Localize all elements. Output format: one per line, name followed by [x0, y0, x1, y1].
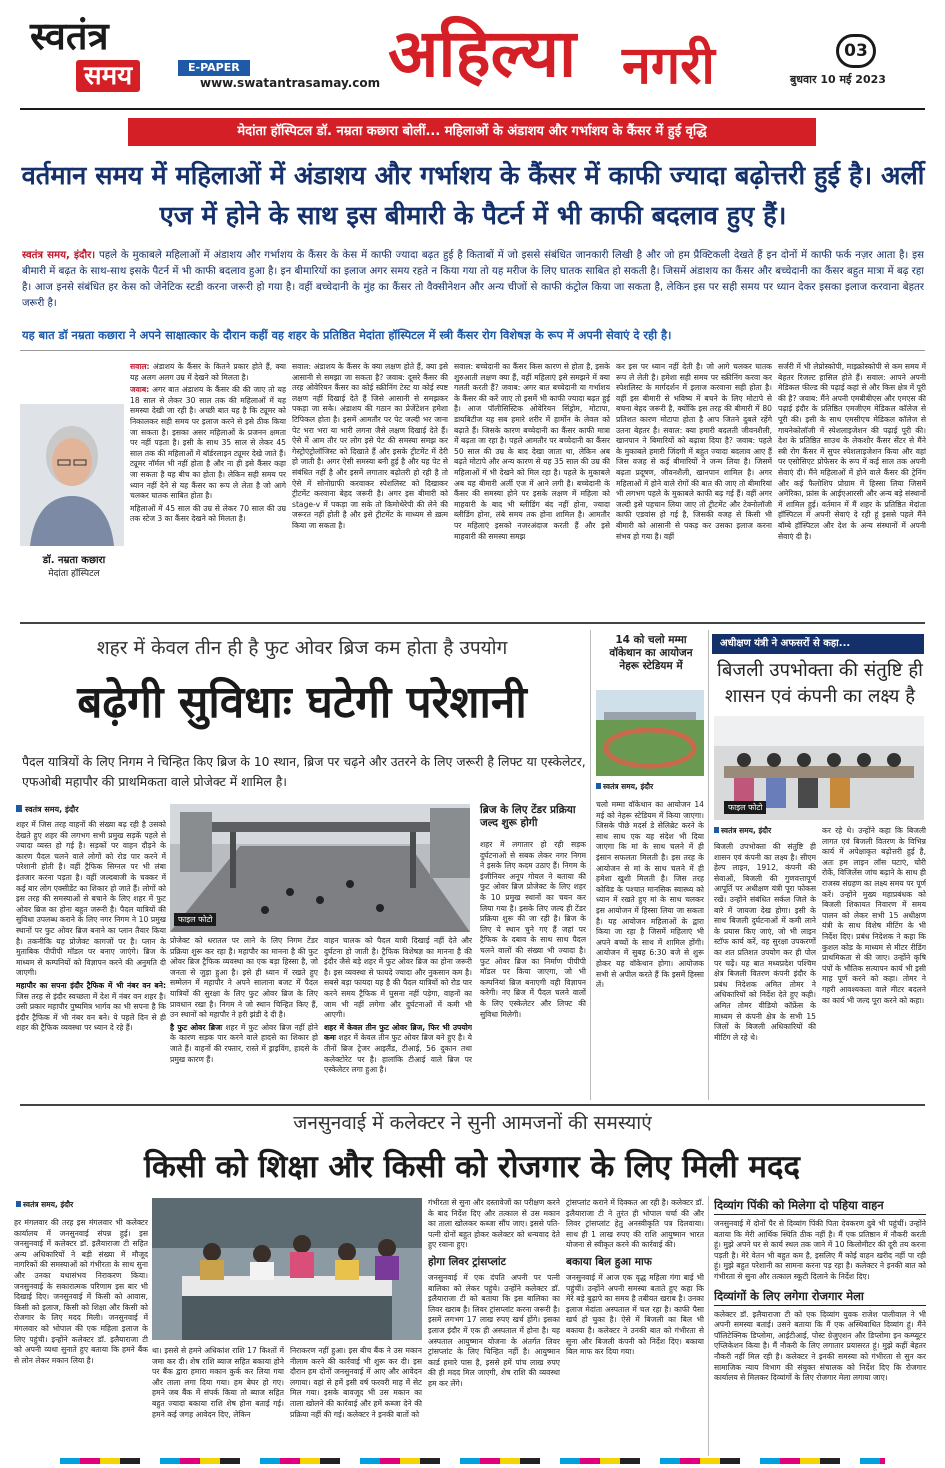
byline-marker-icon — [16, 1201, 21, 1207]
bridge-column-1 — [16, 820, 166, 1100]
hearing-box-title: होगा लिवर ट्रांसप्लांट — [428, 1255, 506, 1268]
doctor-caption-name: डॉ. नम्रता कछारा — [42, 555, 106, 566]
lead-column-3: सवाल: बच्चेदानी का कैंसर किस कारण से होता है, इसके शुरुआती लक्षण क्या हैं, वहीं महिलाएं इसे समझने में क्या गलती करती हैं? जवाब: अगर बात बच्चेदानी या गर्भाशय के कैंसर की करें जाए तो इसमें भी काफी ज्यादा बढ़त हुई है। आज पॉलीसिस्टिक ओवेरियन सिंड्रोम, मोटापा, डायबिटीज यह सब हमारे शरीर में हार्मोन के लेवल को बढ़ाते हैं। जिसके कारण बच्चेदानी का कैंसर काफी मात्रा में बढ़ता जा रहा है। पहले आमतौर पर बच्चेदानी का कैंसर 50 साल की उम्र के बाद देखा जाता था, लेकिन अब बढ़ते मोटापे और अन्य कारण से यह 35 साल की उम्र की महिलाओं में भी देखने को मिल रहा है। पहले के मुकाबले अब यह बीमारी अर्ली एज में आने लगी है। बच्चेदानी के कैंसर की समस्या होने पर इसके लक्षण में महिला को माहवारी के बाद भी ब्लीडिंग बंद नहीं होना, ज्यादा ब्लीडिंग होना, लंबे समय तक होना शामिल है। आमतौर पर महिलाएं इसको नजरअंदाज करती हैं और इसे माहवारी की समस्या समझ — [454, 362, 610, 541]
walkathon-body: चलो मम्मा वॉकेथान का आयोजन 14 मई को नेहरू स्टेडियम में किया जाएगा। जिसके पीछे मदर्स डे सेलिब्रेट करने के साथ साथ एक यह संदेश भी दिया जाएगा कि मां के साथ चलने में ही इंसान सफलता मिलती है। इस तरह के आयोजन से मां के साथ चलने में ही हमेशा खुशी मिलती है। जिस तरह कोविड के पश्चात मानसिक स्वास्थ्य को ध्यान में रखते हुए मां के साथ चलकर इस आयोजन में हिस्सा लिया जा सकता है। यह आयोजन महिलाओं के द्वारा किया जा रहा है जिसमें महिलाएं भी अपने बच्चों के साथ में शामिल होंगी। आयोजन में सुबह 6:30 बजे से शुरू होकर यह वॉकेथान होगा। आयोजक सभी से अपील करते हैं कि इसमें हिस्सा लें। — [596, 800, 704, 990]
hearing-headline: किसी को शिक्षा और किसी को रोजगार के लिए मिली मदद — [144, 1149, 800, 1185]
hearing-photo — [152, 1198, 422, 1340]
registration-strip — [60, 1458, 885, 1464]
page-title-main: अहिल्या — [388, 15, 577, 92]
hearing-top-rule — [20, 1104, 925, 1106]
bridge-sub1: महापौर का सपना इंदौर ट्रैफिक में भी नंबर वन बने: — [16, 980, 166, 990]
lead-bottom-rule — [20, 622, 925, 624]
electricity-photo-label: फाइल फोटो — [724, 801, 766, 814]
bridge-headline: बढ़ेगी सुविधाः घटेगी परेशानी — [77, 677, 527, 728]
logo-bottom-badge: समय — [76, 60, 140, 92]
hearing-col4b: जनसुनवाई में एक दंपति अपनी पर पत्नी बालिका को लेकर पहुंचे। उन्होंने कलेक्टर डॉ. इलैयाराजा टी को बताया कि इस बालिका का लिवर खराब है। लिवर ट्रांसप्लांट करना जरूरी है। इसमें लगभग 17 लाख रुपए खर्च होंगे। इसका इलाज इंदौर में एक ही अस्पताल में होना है। यह अस्पताल आयुष्मान योजना के अंतर्गत लिवर ट्रांसप्लांट के लिए चिन्हित नहीं है। आयुष्मान कार्ड हमारे पास है, इससे हमें पांच लाख रुपए की ही मदद मिल जाएगी, शेष राशि की व्यवस्था हम कर लेंगे। — [428, 1272, 560, 1388]
lead-intro — [22, 248, 924, 314]
electricity-byline-text: स्वतंत्र समय, इंदौर — [721, 826, 772, 835]
hearing-col4-text: गंभीरता से सुना और दस्तावेजों का परीक्षण करने के बाद निर्देश दिए और तत्काल से उस मकान का ताला खोलकर कब्जा सौंप जाए। इससे पति-पत्नी दोनों बहुत होकर कलेक्टर को धन्यवाद देते हुए रवाना हुए। — [428, 1198, 560, 1250]
lead-dateline: स्वतंत्र समय, इंदौर। — [22, 250, 96, 261]
hearing-col5-text: ट्रांसप्लांट कराने में दिक्कत आ रही है। कलेक्टर डॉ. इलैयाराजा टी ने तुरंत ही भोपाल चर्चा की और लिवर ट्रांसप्लांट हेतु अनस्वीकृति पत्र दिलवाया। साथ ही 1 लाख रुपए की राशि आयुष्मान भारत योजना से स्वीकृत करने की कार्रवाई की। — [566, 1198, 704, 1250]
walkathon-byline-text: स्वतंत्र समय, इंदौर — [603, 782, 654, 791]
page-title-suffix: नगरी — [622, 36, 715, 96]
bridge-byline — [16, 804, 79, 815]
lead-kicker: मेदांता हॉस्पिटल डॉ. नम्रता कछारा बोलीं... महिलाओं के अंडाशय और गर्भाशय के कैंसर में हुई वृद्धि — [237, 124, 707, 139]
bridge-column-4: शहर में लगातार हो रही सड़क दुर्घटनाओं से सबक लेकर नगर निगम ने इसके लिए कदम उठाए हैं। निगम के इंजीनियर अनूप गोयल ने बताया की फुट ओवर ब्रिज प्रोजेक्ट के लिए शहर के 10 प्रमुख स्थानों का चयन कर लिया गया है। इसके लिए जल्द ही टेंडर प्रक्रिया शुरू की जा रही है। ब्रिज के लिए ये स्थान चुने गए हैं जहां पर ट्रैफिक के दबाव के साथ साथ पैदल चलने वालों की संख्या भी ज्यादा है। फुट ओवर ब्रिज का निर्माण पीपीपी मॉडल पर किया जाएगा, जो भी कम्पनियां ब्रिज बनाएगी वही विज्ञापन करेगी। नए ब्रिज में पैदल चलने वालों के लिए एस्केलेटर और लिफ्ट की सुविधा मिलेगी। — [480, 840, 586, 1019]
walkathon-title: 14 को चलो मम्मा वॉकेथान का आयोजन नेहरू स्टेडियम में — [609, 634, 693, 672]
hearing-right2-title: दिव्यांगों के लिए लगेगा रोजगार मेला — [714, 1287, 926, 1306]
masthead-divider — [20, 108, 925, 110]
bridge-col1-text: शहर में जिस तरह वाहनों की संख्या बढ़ रही है उसको देखते हुए शहर की लगभग सभी प्रमुख सड़कें पहले से ज्यादा व्यस्त हो गई है। सड़कों पर वाहन दौड़ने के कारण पैदल चलने वाले लोगों को रोड पार करने में परेशानी होती है। वहीं ट्रैफिक सिग्नल पर भी लंबा इंतजार करना पड़ता है। वहीं जल्दबाजी के चक्कर में कई बार लोग एक्सीडेंट का शिकार हो जाते हैं। लोगों को इस तरह की समस्याओं से बचाने के लिए शहर में फुट ओवर ब्रिज का होना बहुत जरूरी है। पैदल यात्रियों की सुविधा उपलब्ध कराने के लिए नगर निगम ने 10 प्रमुख स्थानों पर फुट ओवर ब्रिज बनाने का प्लान तैयार किया है। तकनीकि यह प्रोजेक्ट कागजों पर है। प्लान के मुताबिक पीपीपी मॉडल पर बनाए जाएंगे। ब्रिज के माध्यम से कम्पनियों को विज्ञापन करने की अनुमति दी जाएगी। — [16, 820, 166, 978]
lead-column-2: सवाल: अंडाशय के कैंसर के क्या लक्षण होते हैं, क्या इसे आसानी से समझा जा सकता है? जवाब: दूसरे कैंसर की तरह ओवेरियन कैंसर का कोई स्क्रीनिंग टेस्ट या कोई स्पष्ट लक्षण नहीं दिखाई देते हैं जिसे आसानी से समझकर पकड़ा जा सके। अंडाशय की गठान का प्रेजेंटेशन हमेशा टिपिकल होता है। इसमें आमतौर पर पेट जल्दी भर जाना पेट भरा भरा या भारी लगना जैसे लक्षण दिखाई देते हैं। ऐसे में आम तौर पर लोग इसे पेट की समस्या समझ कर गेस्ट्रोएंट्रोलॉजिस्ट को दिखाते हैं और इसके ट्रीटमेंट में देरी हो जाती है। अगर ऐसी समस्या बनी हुई है और यह पेट से संबंधित नहीं है और इसमें लगातार बढ़ोतरी हो रही है तो ऐसे में सोनोग्राफी करवाकर स्पेशलिस्ट को दिखाकर ट्रीटमेंट करवाना बेहद जरूरी है। अगर इस बीमारी को stage-v में पकड़ा जा सके तो किमोथेरेपी की लेने की जरूरत नहीं होती है और इसे ट्रीटमेंट के माध्यम से ख़त्म किया जा सकता है। — [292, 362, 448, 530]
walkathon-right-rule — [708, 630, 709, 1100]
epaper-badge: E-PAPER — [178, 60, 250, 76]
byline-marker-icon — [714, 827, 719, 833]
lead-column-4: कर इस पर ध्यान नहीं देती है। जो आगे चलकर घातक रूप ले लेती है। हमेशा सही समय पर स्क्रीनिंग करवा कर स्पेशलिस्ट के मार्गदर्शन में इलाज करवाना सही होता है। वहीं इस बीमारी से भविष्य में बचने के लिए मोटापे से बचना बेहद जरूरी है, क्योंकि इस तरह की बीमारी में 80 प्रतिशत कारण मोटापा होता है आप जितने दुबले रहेंगे उतना बेहतर है। सवाल: क्या हमारी बदलती जीवनशैली, खानपान ने बिमारियों को बढ़ावा दिया है? जवाब: पहले के मुकाबले हमारी जिंदगी में बहुत ज्यादा बदलाव आए हैं जिस वजह से कई बीमारियों ने जन्म लिया है। जिसमें बढ़ता प्रदूषण, जीवनशैली, खानपान शामिल है। अगर महिलाओं में होने वाले रोगों की बात की जाए तो बीमारियां भी लगभग पहले के मुकाबले काफी बढ़ गई हैं। वहीं अगर जल्दी इसे पहचान लिया जाए तो ट्रीटमेंट और टेक्नोलॉजी काफी एडवांस हो गई है, जिसकी वजह से किसी भी बीमारी को आसानी से पकड़ कर उसका इलाज करना संभव हो गया है। वहीं — [616, 362, 772, 541]
lead-col1-under: महिलाओं में 45 साल की उम्र से लेकर 70 साल की उम्र तक स्टेज 3 का कैंसर देखने को मिलता है। — [130, 503, 286, 524]
bridge-col3b: शहर में केवल तीन फुट ओवर ब्रिज बने हुए है। ये तीनों ब्रिज ट्रेजर आइलैंड, टीआई, 56 दुकान तथा कलेक्टोरेट पर है। हालांकि टीआई वाले ब्रिज पर एस्केलेटर लगा हुआ है। — [324, 1033, 472, 1075]
hearing-column-5 — [566, 1198, 704, 1454]
doctor-photo — [20, 404, 124, 546]
lead-column-5: सर्जरी में भी लेप्रोस्कोपी, माइक्रोस्कोपी से कम समय में बेहतर रिजल्ट हासिल होते हैं। सवाल: आपने अपनी मेडिकल फील्ड की पढ़ाई कहां से और किस क्षेत्र में पूरी की है? जवाब: मैंने अपनी एमबीबीएस और एमएस की पढ़ाई इंदौर के प्रतिष्ठित एमजीएम मेडिकल कॉलेज से पूरी की। इसी के साथ एमसीएच मेडिकल कॉलेज से गायनेकोलॉजी में स्पेशलाइजेशन की पढ़ाई पूरी की। देश के प्रतिष्ठित साउथ के लेकशोर कैंसर सेंटर से मैंने स्त्री रोग कैंसर में सुपर स्पेशलाइजेशन किया और वहां पर एसोसिएट प्रोफेसर के रूप में कई साल तक अपनी सेवाएं दी। मैंने महिलाओं में होने वाले कैंसर की ट्रेनिंग और कई फैलोशिप प्रोग्राम में हिस्सा लिया जिसमें अमेरिका, फ्रांस के आईएआरसी और अन्य बड़े संस्थानों में शामिल हुई। वर्तमान में मैं शहर के प्रतिष्ठित मेदांता हॉस्पिटल में अपनी सेवाएं दे रही हूं इससे पहले मैंने बॉम्बे हॉस्पिटल और देश के अन्य संस्थानों में अपनी सेवाएं दी है। — [778, 362, 926, 541]
masthead — [0, 0, 945, 112]
hearing-right1-body: जनसुनवाई में दोनों पैर से दिव्यांग पिंकी पिता देवकरण दुबे भी पहुंचीं। उन्होंने बताया कि मेरी आर्थिक स्थिति ठीक नहीं है। मैं एक प्रतिष्ठान में नौकरी करती हूं। मुझे अपने घर से कार्य स्थल तक जाने में 10 किलोमीटर की दूरी तय करना पड़ती है। मेरे वेतन भी बहुत कम है, इसलिए मैं कोई वाहन खरीद नहीं पा रही हूं। मुझे बहुत परेशानी का सामना करना पड़ रहा है। कलेक्टर ने इनकी बात को गंभीरता से सुना और तत्काल स्कूटी दिलाने के निर्देश दिए। — [714, 1219, 926, 1281]
hearing-right1-title: दिव्यांग पिंकी को मिलेगा दो पहिया वाहन — [714, 1196, 926, 1215]
hearing-column-1: हर मंगलवार की तरह इस मंगलवार भी कलेक्टर कार्यालय में जनसुनवाई संपन्न हुई। इस जनसुनवाई में कलेक्टर डॉ. इलैयाराजा टी सहित अन्य अधिकारियों ने बड़ी संख्या में मौजूद नागरिकों की समस्याओं को गंभीरता के साथ सुना और उनका यथासंभव निराकरण किया। जनसुनवाई के सकारात्मक परिणाम इस बार भी दिखाई दिए। जनसुनवाई में किसी को आवास, किसी को इलाज, किसी को शिक्षा और किसी को रोजगार के लिए मदद मिली। जनसुनवाई में मंगलवार को भोपाल की एक महिला इलाज के लिए पहुंची। इन्होंने कलेक्टर डॉ. इलैयाराजा टी को अपनी व्यथा सुनाते हुए बताया कि हमने बैंक से लोन लेकर मकान लिया है। — [14, 1218, 148, 1365]
hearing-right-column — [714, 1196, 926, 1454]
bridge-kicker: शहर में केवल तीन ही है फुट ओवर ब्रिज कम होता है उपयोग — [96, 637, 508, 659]
walkathon-byline — [596, 782, 653, 792]
bridge-column-2 — [170, 936, 318, 1100]
electricity-column-2: कर रहे थे। उन्होंने कहा कि बिजली लागत एवं बिजली वितरण के विभिन्न कार्य में अपेक्षाकृत बढ़ोत्तरी हुई है, अतः हम लाइन लॉस घटाएं, चोरी रोकें, विजिलेंस जांच बढ़ाने के साथ ही राजस्व संग्रहण का लक्ष्य समय पर पूर्ण करें। उन्होंने मुख्य महाप्रबंधक को बिजली शिकायत निवारण में समय पालन को लेकर सभी 15 अधीक्षण यंत्री के साथ विशेष मीटिंग के भी निर्देश दिए। प्रबंध निदेशक ने कहा कि कुशल कोड के माध्यम से मीटर रीडिंग प्राथमिकता से की जाए। उन्होंने कृषि पंपों के भौतिक सत्यापन कार्य भी इसी माह पूर्ण करने को कहा। तोमर ने गहरी आवश्यकता वाले मीटर बदलने का कार्य भी जल्द पूरा करने को कहा। — [822, 826, 926, 1005]
bridge-byline-text: स्वतंत्र समय, इंदौर — [25, 805, 79, 814]
bridge-box-title: ब्रिज के लिए टेंडर प्रक्रिया जल्द शुरू होगी — [480, 804, 576, 829]
lead-summary: यह बात डॉ नम्रता कछारा ने अपने साक्षात्कार के दौरान कहीं वह शहर के प्रतिष्ठित मेदांता हॉस्पिटल में स्त्री कैंसर रोग विशेषज्ञ के रूप में अपनी सेवाएं दे रही है। — [22, 328, 672, 342]
bridge-photo-label: फाइल फोटो — [174, 913, 216, 926]
electricity-photo — [714, 716, 924, 820]
bridge-col2b: शहर में फुट ओवर ब्रिज नहीं होने के कारण सड़क पार करने वाले हादसे का शिकार हो जाते हैं। वाहनों की रफ्तार, रास्ते में ड्राइविंग, हादसे के प्रमुख कारण हैं। — [170, 1022, 318, 1064]
stadium-photo — [596, 690, 704, 776]
hearing-right-rule — [708, 1196, 709, 1456]
bridge-column-3 — [324, 936, 472, 1100]
bridge-sub2: है फुट ओवर ब्रिजः — [170, 1022, 223, 1032]
byline-marker-icon — [596, 783, 601, 789]
lead-summary-rule — [20, 350, 925, 351]
bridge-photo — [170, 804, 470, 932]
hearing-byline — [16, 1200, 73, 1210]
walkathon-left-rule — [590, 630, 591, 1100]
hearing-right2-body: कलेक्टर डॉ. इलैयाराजा टी को एक दिव्यांग युवक राजेश पालीवाल ने भी अपनी समस्या बताई। उसने बताया कि मैं एक अस्थिबाधित दिव्यांग हूं। मैंने पॉलिटेक्निक डिप्लोमा, आईटीआई, पोस्ट ग्रेजुएशन और डिप्लोमा इन कम्प्यूटर एप्लिकेशन किया है। मैं नौकरी के लिए लगातार प्रयासरत हूं। मुझे कहीं बेहतर नौकरी नहीं मिल रही है। कलेक्टर ने इनकी समस्या को गंभीरता से सुन कर सामाजिक न्याय विभाग की संयुक्त संचालक को निर्देश दिए कि रोजगार कार्यालय से मिलकर दिव्यांगों के लिए रोजगार मेला लगाया जाए। — [714, 1309, 926, 1383]
hearing-column-4 — [428, 1198, 560, 1454]
hearing-byline-text: स्वतंत्र समय, इंदौर — [23, 1200, 74, 1209]
lead-intro-text: पहले के मुकाबले महिलाओं में अंडाशय और गर्भाशय के कैंसर के केस में काफी ज्यादा बढ़त हुई है किताबों में जो इससे संबंधित जानकारी लिखी है और जो हम प्रैक्टिकली देखते हैं इन दोनों में काफी फर्क नज़र आता है। इस बीमारी में बढ़त के साथ-साथ इसके पैटर्न में भी काफी बदलाव हुआ है। इन बीमारियों का इलाज अगर समय रहते न किया गया तो यह मरीज के लिए घातक साबित हो सकती है। जिसमें अंडाशय का कैंसर और बच्चेदानी का कैंसर बहुत मात्रा में बढ़ रहा है। आज इनसे संबंधित हर केस को जेनेटिक स्टडी करना जरूरी हो गया है। वहीं बच्चेदानी के मुंह का कैंसर तो वैक्सीनेशन और अन्य चीजों से काफी कंट्रोल किया जा सकता है, लेकिन इस पर सही समय पर ध्यान देकर इसका इलाज करवाना बेहतर जरूरी है। — [22, 250, 924, 309]
bridge-deck: पैदल यात्रियों के लिए निगम ने चिन्हित किए ब्रिज के 10 स्थान, ब्रिज पर चढ़ने और उतरने के लिए जरूरी है लिफ्ट या एस्केलेटर, एफओबी महापौर की प्राथमिकता वाले प्रोजेक्ट में शामिल है। — [22, 754, 586, 789]
hearing-column-3: निराकरण नहीं हुआ। इस बीच बैंक ने उस मकान नीलाम करने की कार्रवाई भी शुरू कर दी। इस दौरान हम दोनों जनसुनवाई में आए और आवेदन लगाया। वहां से हमें इसी वर्ष फरवरी माह में सेट मिल गया। इसके बावजूद भी उस मकान का ताला खोलने की कार्रवाई और हमें कब्जा देने की प्रक्रिया नहीं की गई। कलेक्टर ने इनकी बातों को — [290, 1346, 422, 1419]
bridge-sub3: शहर में केवल तीन फुट ओवर ब्रिज, फिर भी उपयोग कमः — [324, 1022, 472, 1043]
hearing-kicker: जनसुनवाई में कलेक्टर ने सुनी आमजनों की समस्याएं — [293, 1112, 652, 1134]
brand-logo — [30, 14, 150, 94]
electricity-kicker-band — [712, 634, 924, 654]
lead-headline: वर्तमान समय में महिलाओं में अंडाशय और गर्भाशय के कैंसर में काफी ज्यादा बढ़ोत्तरी हुई है। अर्ली एज में होने के साथ इस बीमारी के पैटर्न में भी काफी बदलाव हुए हैं। — [21, 161, 925, 231]
hearing-column-2: था। इससे से हमने अधिकांश राशि 17 किश्तों में जमा कर दी। शेष राशि ब्याज सहित बकाया होने पर बैंक द्वारा हमारा मकान कुर्क कर लिया गया और ताला लगा दिया गया। हम बेघर हो गए। हमने जब बैंक में संपर्क किया तो ब्याज सहित बहुत ज्यादा बकाया राशि शेष होना बताई गई। हमने कई जगह आवेदन दिए, लेकिन — [152, 1346, 284, 1419]
bridge-col1b: जिस तरह से इंदौर स्वच्छता में देश में नंबर वन शहर है। उसी प्रकार महापौर पुष्यमित्र भार्गव का भी सपना है कि इंदौर ट्रैफिक में भी नंबर वन बने। ये पहले दिन से ही शहर की ट्रैफिक व्यवस्था पर ध्यान दे रहे हैं। — [16, 991, 166, 1033]
lead-column-1: सवाल: अंडाशय के कैंसर के कितने प्रकार होते हैं, क्या यह अलग अलग उम्र में देखने को मिलता है। जवाब: अगर बात अंडाशय के कैंसर की की जाए तो यह 18 साल से लेकर 30 साल तक की महिलाओं में यह समस्या देखी जा रही है। अच्छी बात यह है कि ट्यूमर को निकालकर सही समय पर इलाज करने से इसे ठीक किया जा सकता है। इसका असर महिलाओं के प्रजनन क्षमता पर नहीं पड़ता है। इसी के साथ 35 साल से लेकर 45 साल तक की महिलाओं में बॉर्डरलाइन ट्यूमर देखे जाते हैं। ट्यूमर नॉर्मल भी नहीं होता है और ना ही इसे कैंसर कहा जा सकता है यह बीच का होता है। लेकिन सही समय पर ध्यान नहीं देने से यह कैंसर का रूप ले लेता है जो आगे चलकर घातक साबित होता है। महिलाओं में 45 साल की उम्र से लेकर 70 साल की उम्र तक स्टेज 3 का कैंसर देखने को मिलता है। — [130, 362, 286, 524]
logo-top-text: स्वतंत्र — [30, 13, 109, 58]
issue-date: बुधवार 10 मई 2023 — [790, 73, 886, 86]
electricity-headline: बिजली उपभोक्ता की संतुष्टि ही शासन एवं कंपनी का लक्ष्य है — [717, 660, 923, 707]
electricity-column-1: बिजली उपभोक्ता की संतुष्टि ही शासन एवं कंपनी का लक्ष्य है। सीएम हेल्प लाइन, 1912, कंपनी की सेवाओं, बिजली की गुणवत्तापूर्ण आपूर्ति पर अधीक्षण यंत्री पूरा फोकस रखें। उन्होंने संबंधित सर्कल जिले के बारे में जायजा देख होगा। इसी के साथ बिजली दुर्घटनाओं में कमी लाने के प्रयास किए जाएं, जो भी लाइन स्टॉफ कार्य करें, वह सुरक्षा उपकरणों का शत प्रतिशत उपयोग कर ही पोल पर चढ़ें। यह बात मध्यप्रदेश पश्चिम क्षेत्र बिजली वितरण कंपनी इंदौर के प्रबंध निदेशक अमित तोमर ने अधिकारियों को निर्देश देते हुए कही। अमित तोमर वीडियो कॉफ्रेंस के माध्यम से कंपनी क्षेत्र के सभी 15 जिलों के बिजली अधिकारियों की मीटिंग ले रहे थे। — [714, 842, 816, 1042]
bridge-col3-text: वाहन चालक को पैदल यात्री दिखाई नहीं देते और दुर्घटना हो जाती है। ट्रैफिक विशेषज्ञ का मानना है की इंदौर जैसे बड़े शहर में फुट ओवर ब्रिज का होना जरूरी है। इस व्यवस्था से फायदे ज्यादा और नुकसान कम है। सबसे बड़ा फायदा यह है की पैदल यात्रियों को रोड पार करने समय ट्रैफिक में घुसना नहीं पड़ेगा, वाहनों का जाम भी नहीं लगेगा और दुर्घटनाओं में कमी भी आएगी। — [324, 936, 472, 1020]
electricity-kicker: अधीक्षण यंत्री ने अफसरों से कहा... — [720, 638, 851, 649]
lead-kicker-band — [128, 118, 816, 146]
website-link[interactable]: www.swatantrasamay.com — [200, 76, 381, 90]
page-number: 03 — [836, 34, 876, 68]
hearing-col5b: जनसुनवाई में आज एक वृद्ध महिला गंगा बाई भी पहुंचीं। उन्होंने अपनी समस्या बताते हुए कहा कि मेरे बड़े बुढ़ापे का समय है तबीयत खराब है। उनका इलाज मेदांता अस्पताल में चल रहा है। काफी पैसा खर्च हो चुका है। ऐसे में बिजली का बिल भी बकाया है। कलेक्टर ने उनकी बात को गंभीरता से सुना और बिजली कंपनी को निर्देश दिए। बकाया बिल माफ कर दिया गया। — [566, 1272, 704, 1357]
byline-marker-icon — [16, 805, 22, 812]
hearing-box2-title: बकाया बिल हुआ माफ — [566, 1255, 652, 1268]
bridge-col2-text: प्रोजेक्ट को धरातल पर लाने के लिए निगम टेंडर प्रक्रिया शुरू कर रहा है। महापौर का मानना है की फुट ओवर ब्रिज ट्रैफिक व्यवस्था का एक बड़ा हिस्सा है, जो जनता से जुड़ा हुआ है। इसे ही ध्यान में रखते हुए सम्मेलन में महापौर ने अपने सालाना बजट में पैदल यात्रियों की सुरक्षा के लिए फुट ओवर ब्रिज के लिए प्रावधान रखा है। निगम ने जो स्थान चिन्हित किए हैं, उन स्थानों को महापौर ने हरी झंडी दे दी है। — [170, 936, 318, 1020]
electricity-byline — [714, 826, 771, 836]
doctor-caption-org: मेदांता हॉस्पिटल — [48, 569, 100, 579]
